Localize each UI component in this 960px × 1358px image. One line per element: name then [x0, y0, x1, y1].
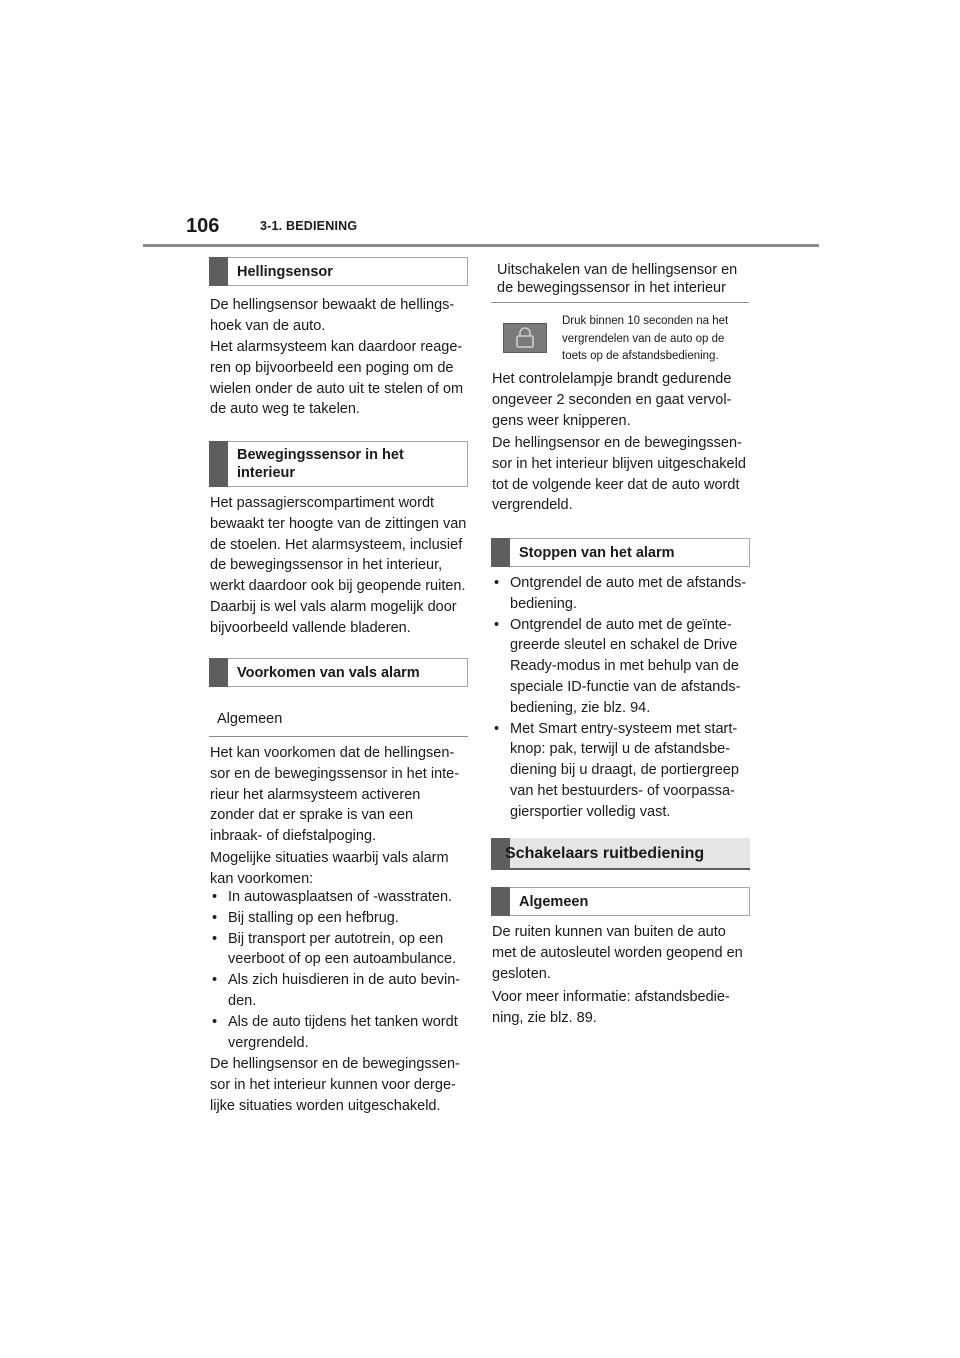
paragraph: Mogelijke situaties waarbij vals alarm kan voorkomen:	[210, 850, 449, 887]
heading-text: Bewegingssensor in het interieur	[237, 447, 404, 481]
list-item: • Ontgrendel de auto met de afstands- bediening.	[492, 573, 754, 615]
heading-stoppen	[491, 538, 750, 567]
heading-text: Voorkomen van vals alarm	[237, 665, 420, 681]
paragraph: Het controlelampje brandt gedurende ongeveer 2 seconden en gaat vervol- gens weer knipperen.	[492, 371, 732, 429]
subheading-text: Algemeen	[217, 711, 283, 727]
paragraph: Voor meer informatie: afstandsbedie- ning, zie blz. 89.	[492, 989, 730, 1026]
list-item: • Bij transport per autotrein, op een veerboot of op een autoambulance.	[210, 929, 472, 971]
heading-voorkomen	[209, 658, 468, 687]
subheading-text: Uitschakelen van de hellingsensor en de bewegingssensor in het interieur	[497, 262, 738, 296]
heading-bar	[209, 257, 228, 286]
paragraph: De ruiten kunnen van buiten de auto met de autosleutel worden geopend en gesloten.	[492, 924, 743, 982]
chapter-heading-rule	[491, 868, 750, 870]
paragraph: De hellingsensor en de bewegingssen- sor in het interieur kunnen voor derge- lijke situaties worden uitgeschakeld.	[210, 1056, 460, 1114]
bullet-list-false-alarm	[210, 887, 472, 1053]
heading-hellingsensor	[209, 257, 468, 286]
heading-bar	[209, 658, 228, 687]
heading-bewegingssensor	[209, 441, 468, 487]
list-item: • In autowasplaatsen of -wasstraten.	[210, 887, 472, 908]
list-item: • Bij stalling op een hefbrug.	[210, 908, 472, 929]
list-item: • Als de auto tijdens het tanken wordt vergrendeld.	[210, 1012, 472, 1054]
list-item: • Als zich huisdieren in de auto bevin- den.	[210, 970, 472, 1012]
subheading-uitschakelen	[491, 260, 749, 303]
paragraph: De hellingsensor en de bewegingssen- sor in het interieur blijven uitgeschakeld tot de volgende keer dat de auto wordt vergrendeld.	[492, 435, 746, 514]
subheading-algemeen	[209, 710, 468, 737]
lock-icon	[504, 324, 546, 352]
header-rule	[143, 244, 819, 247]
list-item: • Met Smart entry-systeem met start- knop: pak, terwijl u de afstandsbe- diening bij u draagt, de portiergreep van het bestuurders- of voorpassa- giersportier volledig vast.	[492, 719, 754, 823]
paragraph: Het passagierscompartiment wordt bewaakt ter hoogte van de zittingen van de stoelen. Het alarmsysteem, inclusief de bewegingssensor in het interieur, werkt daardoor ook bij geopende ruiten. Daarbij is wel vals alarm mogelijk door bijvoorbeeld vallende bladeren.	[210, 495, 467, 636]
note-text: Druk binnen 10 seconden na het vergrendelen van de auto op de toets op de afstandsbediening.	[562, 315, 729, 362]
chapter-heading-schakelaars	[491, 838, 750, 869]
paragraph: Het kan voorkomen dat de hellingsen- sor en de bewegingssensor in het inte- rieur het alarmsysteem activeren zonder dat er sprake is van een inbraak- of diefstalpoging.	[210, 745, 460, 845]
paragraph: Het alarmsysteem kan daardoor reage- ren op bijvoorbeeld een poging om de wielen onder de auto uit te stelen of om de auto weg te takelen.	[210, 339, 464, 418]
paragraph: De hellingsensor bewaakt de hellings- hoek van de auto.	[210, 297, 455, 334]
heading-text: Schakelaars ruitbediening	[505, 845, 705, 862]
heading-text: Algemeen	[519, 894, 589, 910]
heading-bar	[491, 887, 510, 916]
section-title: 3-1. BEDIENING	[260, 219, 358, 233]
heading-text: Hellingsensor	[237, 264, 333, 280]
heading-bar	[491, 538, 510, 567]
list-item: • Ontgrendel de auto met de geïnte- greerde sleutel en schakel de Drive Ready-modus in met behulp van de speciale ID-functie van de afstands- bediening, zie blz. 94.	[492, 615, 754, 719]
bullet-list-stop-alarm	[492, 573, 754, 823]
heading-text: Stoppen van het alarm	[519, 545, 675, 561]
page-number: 106	[186, 215, 220, 237]
heading-algemeen	[491, 887, 750, 916]
lock-button-box	[503, 323, 547, 353]
heading-bar	[209, 441, 228, 487]
